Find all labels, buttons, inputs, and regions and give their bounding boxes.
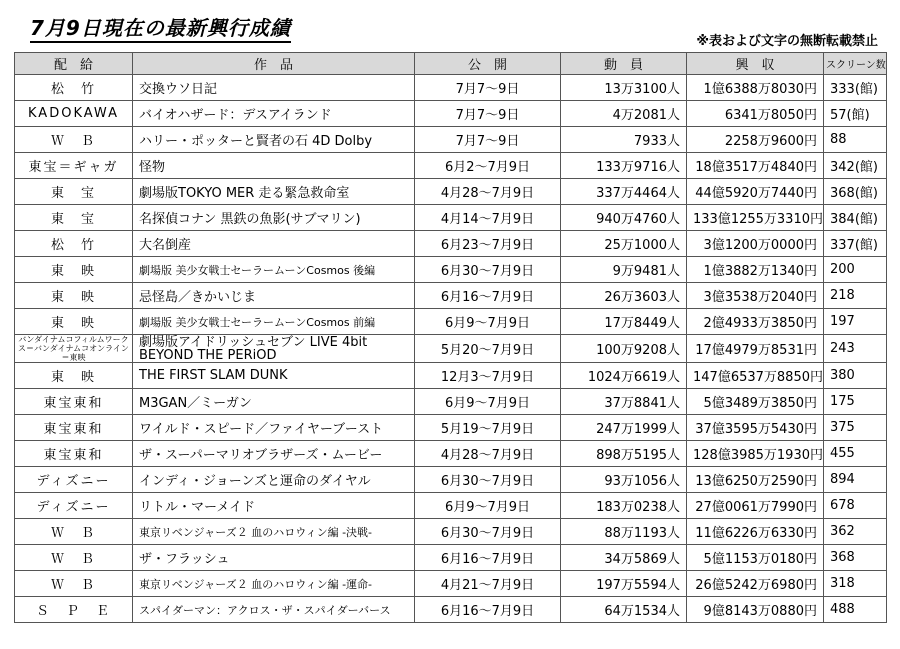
screens-cell: 218 <box>824 283 887 309</box>
title-cell: 劇場版 美少女戦士セーラームーンCosmos 後編 <box>133 257 415 283</box>
attendance-cell: 337万4464人 <box>561 179 687 205</box>
revenue-cell: 44億5920万7440円 <box>687 179 824 205</box>
distributor-cell: 東 映 <box>15 283 133 309</box>
screens-cell: 342(館) <box>824 153 887 179</box>
screens-cell: 894 <box>824 467 887 493</box>
attendance-cell: 183万0238人 <box>561 493 687 519</box>
attendance-cell: 1024万6619人 <box>561 363 687 389</box>
screens-cell: 243 <box>824 335 887 363</box>
table-row <box>15 363 887 389</box>
attendance-cell: 64万1534人 <box>561 597 687 623</box>
distributor-cell: 東 映 <box>15 257 133 283</box>
screens-cell: 318 <box>824 571 887 597</box>
revenue-cell: 9億8143万0880円 <box>687 597 824 623</box>
title-cell: M3GAN／ミーガン <box>133 389 415 415</box>
release-period-cell: 7月7～9日 <box>415 75 561 101</box>
title-cell: ザ・スーパーマリオブラザーズ・ムービー <box>133 441 415 467</box>
distributor-cell: Ｗ Ｂ <box>15 545 133 571</box>
attendance-cell: 88万1193人 <box>561 519 687 545</box>
distributor-cell: Ｗ Ｂ <box>15 571 133 597</box>
screens-cell: 333(館) <box>824 75 887 101</box>
revenue-cell: 1億6388万8030円 <box>687 75 824 101</box>
title-cell: リトル・マーメイド <box>133 493 415 519</box>
distributor-cell: Ｓ Ｐ Ｅ <box>15 597 133 623</box>
screens-cell: 368 <box>824 545 887 571</box>
screens-cell: 368(館) <box>824 179 887 205</box>
attendance-cell: 133万9716人 <box>561 153 687 179</box>
attendance-cell: 100万9208人 <box>561 335 687 363</box>
title-cell: 劇場版 美少女戦士セーラームーンCosmos 前編 <box>133 309 415 335</box>
revenue-cell: 3億1200万0000円 <box>687 231 824 257</box>
revenue-cell: 11億6226万6330円 <box>687 519 824 545</box>
title-cell: ワイルド・スピード／ファイヤーブースト <box>133 415 415 441</box>
screens-cell: 488 <box>824 597 887 623</box>
table-row <box>15 415 887 441</box>
release-period-cell: 6月16～7月9日 <box>415 597 561 623</box>
attendance-cell: 197万5594人 <box>561 571 687 597</box>
table-row <box>15 127 887 153</box>
table-row <box>15 597 887 623</box>
release-period-cell: 7月7～9日 <box>415 101 561 127</box>
release-period-cell: 4月28～7月9日 <box>415 441 561 467</box>
attendance-cell: 7933人 <box>561 127 687 153</box>
screens-cell: 200 <box>824 257 887 283</box>
attendance-cell: 247万1999人 <box>561 415 687 441</box>
table-row <box>15 493 887 519</box>
release-period-cell: 4月28～7月9日 <box>415 179 561 205</box>
release-period-cell: 7月7～9日 <box>415 127 561 153</box>
revenue-cell: 18億3517万4840円 <box>687 153 824 179</box>
copyright-notice: ※表および文字の無断転載禁止 <box>696 34 878 49</box>
release-period-cell: 12月3～7月9日 <box>415 363 561 389</box>
distributor-cell: 東 宝 <box>15 205 133 231</box>
column-header-screens: スクリーン数 <box>824 53 887 75</box>
distributor-cell: KADOKAWA <box>15 101 133 127</box>
attendance-cell: 26万3603人 <box>561 283 687 309</box>
screens-cell: 375 <box>824 415 887 441</box>
table-row <box>15 519 887 545</box>
screens-cell: 362 <box>824 519 887 545</box>
release-period-cell: 6月30～7月9日 <box>415 519 561 545</box>
attendance-cell: 34万5869人 <box>561 545 687 571</box>
distributor-cell: ディズニー <box>15 493 133 519</box>
attendance-cell: 4万2081人 <box>561 101 687 127</box>
title-cell: 交換ウソ日記 <box>133 75 415 101</box>
distributor-cell: Ｗ Ｂ <box>15 519 133 545</box>
screens-cell: 455 <box>824 441 887 467</box>
title-cell: 東京リベンジャーズ２ 血のハロウィン編 -運命- <box>133 571 415 597</box>
release-period-cell: 4月14～7月9日 <box>415 205 561 231</box>
distributor-cell: Ｗ Ｂ <box>15 127 133 153</box>
distributor-cell: 松 竹 <box>15 231 133 257</box>
release-period-cell: 4月21～7月9日 <box>415 571 561 597</box>
attendance-cell: 940万4760人 <box>561 205 687 231</box>
table-row <box>15 257 887 283</box>
distributor-cell: バンダイナムコフィルムワークス＝バンダイナムコオンライン＝東映 <box>15 335 133 363</box>
title-cell: 名探偵コナン 黒鉄の魚影(サブマリン) <box>133 205 415 231</box>
screens-cell: 384(館) <box>824 205 887 231</box>
revenue-cell: 27億0061万7990円 <box>687 493 824 519</box>
table-row <box>15 153 887 179</box>
distributor-cell: ディズニー <box>15 467 133 493</box>
table-row <box>15 283 887 309</box>
title-cell: 劇場版アイドリッシュセブン LIVE 4bit BEYOND THE PERiOD <box>133 335 415 363</box>
table-row <box>15 389 887 415</box>
column-header-title: 作 品 <box>133 53 415 75</box>
release-period-cell: 6月9～7月9日 <box>415 389 561 415</box>
release-period-cell: 5月20～7月9日 <box>415 335 561 363</box>
column-header-attendance: 動 員 <box>561 53 687 75</box>
distributor-cell: 東 映 <box>15 363 133 389</box>
column-header-release: 公 開 <box>415 53 561 75</box>
attendance-cell: 37万8841人 <box>561 389 687 415</box>
revenue-cell: 17億4979万8531円 <box>687 335 824 363</box>
distributor-cell: 松 竹 <box>15 75 133 101</box>
title-cell: 大名倒産 <box>133 231 415 257</box>
distributor-cell: 東宝＝ギャガ <box>15 153 133 179</box>
screens-cell: 57(館) <box>824 101 887 127</box>
attendance-cell: 898万5195人 <box>561 441 687 467</box>
release-period-cell: 6月23～7月9日 <box>415 231 561 257</box>
revenue-cell: 2258万9600円 <box>687 127 824 153</box>
page-title: 7月9日現在の最新興行成績 <box>30 16 291 43</box>
revenue-cell: 2億4933万3850円 <box>687 309 824 335</box>
revenue-cell: 6341万8050円 <box>687 101 824 127</box>
screens-cell: 88 <box>824 127 887 153</box>
title-cell: バイオハザード：デスアイランド <box>133 101 415 127</box>
table-row <box>15 571 887 597</box>
table-row <box>15 441 887 467</box>
attendance-cell: 17万8449人 <box>561 309 687 335</box>
revenue-cell: 133億1255万3310円 <box>687 205 824 231</box>
title-cell: THE FIRST SLAM DUNK <box>133 363 415 389</box>
distributor-cell: 東 宝 <box>15 179 133 205</box>
title-cell: 東京リベンジャーズ２ 血のハロウィン編 -決戦- <box>133 519 415 545</box>
distributor-cell: 東 映 <box>15 309 133 335</box>
distributor-cell: 東宝東和 <box>15 389 133 415</box>
release-period-cell: 6月9～7月9日 <box>415 493 561 519</box>
attendance-cell: 13万3100人 <box>561 75 687 101</box>
revenue-cell: 147億6537万8850円 <box>687 363 824 389</box>
release-period-cell: 6月30～7月9日 <box>415 257 561 283</box>
title-cell: スパイダーマン：アクロス・ザ・スパイダーバース <box>133 597 415 623</box>
table-row <box>15 309 887 335</box>
table-header-row <box>15 53 887 75</box>
attendance-cell: 93万1056人 <box>561 467 687 493</box>
title-cell: 忌怪島／きかいじま <box>133 283 415 309</box>
table-row <box>15 101 887 127</box>
screens-cell: 197 <box>824 309 887 335</box>
revenue-cell: 128億3985万1930円 <box>687 441 824 467</box>
attendance-cell: 9万9481人 <box>561 257 687 283</box>
distributor-cell: 東宝東和 <box>15 441 133 467</box>
revenue-cell: 26億5242万6980円 <box>687 571 824 597</box>
column-header-distributor: 配 給 <box>15 53 133 75</box>
box-office-table <box>14 52 887 623</box>
table-row <box>15 467 887 493</box>
release-period-cell: 6月2～7月9日 <box>415 153 561 179</box>
distributor-cell: 東宝東和 <box>15 415 133 441</box>
screens-cell: 337(館) <box>824 231 887 257</box>
release-period-cell: 6月16～7月9日 <box>415 545 561 571</box>
revenue-cell: 5億3489万3850円 <box>687 389 824 415</box>
revenue-cell: 13億6250万2590円 <box>687 467 824 493</box>
release-period-cell: 6月9～7月9日 <box>415 309 561 335</box>
release-period-cell: 6月16～7月9日 <box>415 283 561 309</box>
revenue-cell: 5億1153万0180円 <box>687 545 824 571</box>
title-cell: ハリー・ポッターと賢者の石 4D Dolby <box>133 127 415 153</box>
attendance-cell: 25万1000人 <box>561 231 687 257</box>
table-row <box>15 231 887 257</box>
table-row <box>15 75 887 101</box>
screens-cell: 380 <box>824 363 887 389</box>
revenue-cell: 37億3595万5430円 <box>687 415 824 441</box>
revenue-cell: 3億3538万2040円 <box>687 283 824 309</box>
title-cell: ザ・フラッシュ <box>133 545 415 571</box>
table-row <box>15 545 887 571</box>
title-cell: 怪物 <box>133 153 415 179</box>
release-period-cell: 6月30～7月9日 <box>415 467 561 493</box>
table-row <box>15 205 887 231</box>
screens-cell: 678 <box>824 493 887 519</box>
revenue-cell: 1億3882万1340円 <box>687 257 824 283</box>
table-row <box>15 179 887 205</box>
release-period-cell: 5月19～7月9日 <box>415 415 561 441</box>
column-header-revenue: 興 収 <box>687 53 824 75</box>
screens-cell: 175 <box>824 389 887 415</box>
title-cell: インディ・ジョーンズと運命のダイヤル <box>133 467 415 493</box>
title-cell: 劇場版TOKYO MER 走る緊急救命室 <box>133 179 415 205</box>
table-row <box>15 335 887 363</box>
